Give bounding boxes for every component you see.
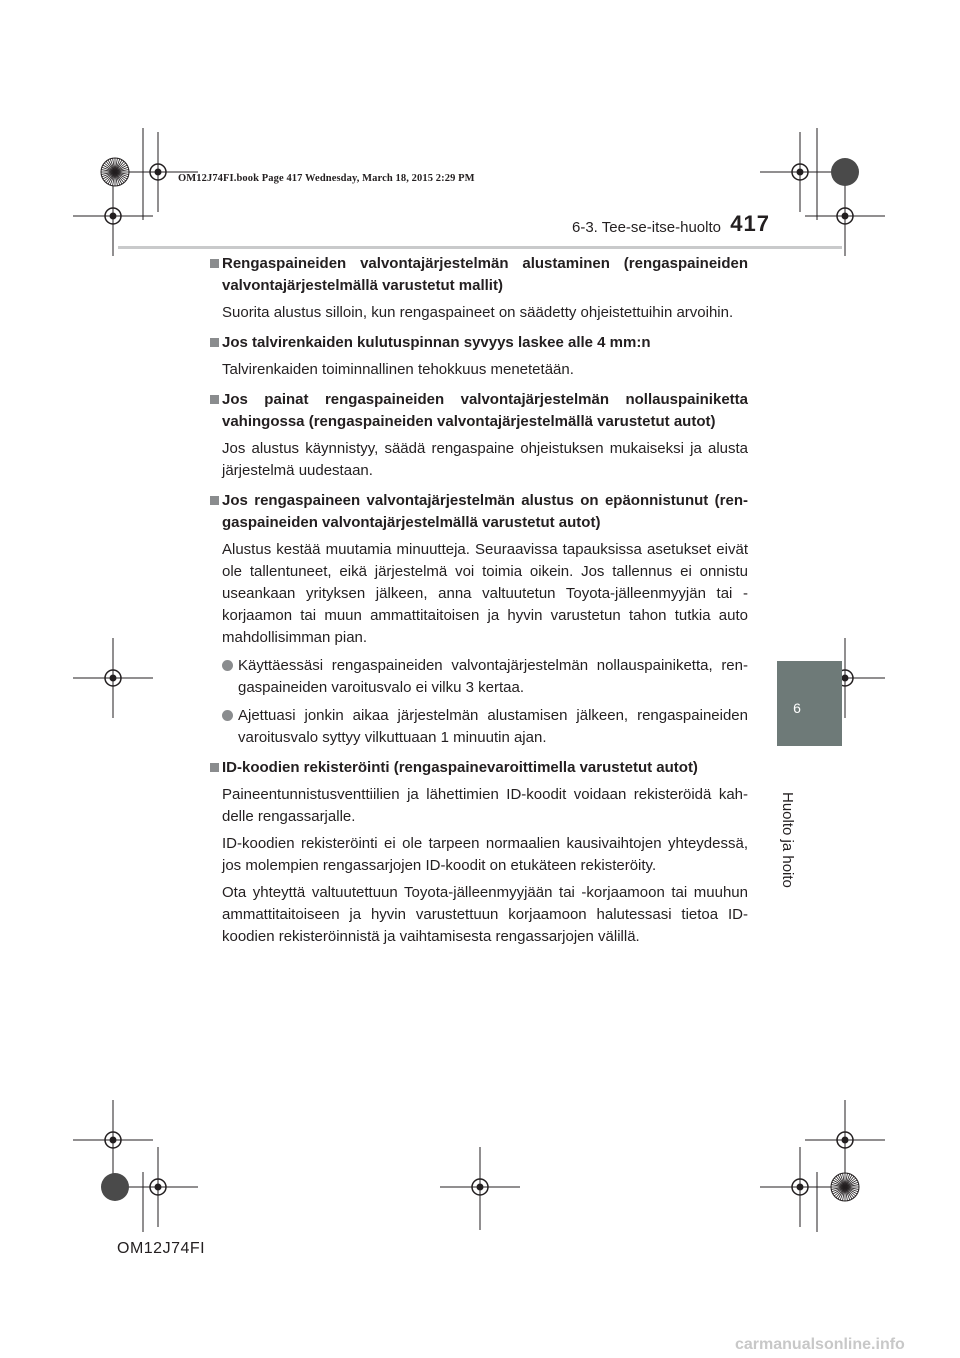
paragraph: ID-koodien rekisteröinti ei ole tarpeen normaalien kausivaihtojen yhteydessä, jos molempien rengassarjojen ID-koodit on etukäteen rekisteröity.: [222, 835, 748, 874]
square-bullet-icon: [210, 338, 219, 347]
square-bullet-icon: [210, 395, 219, 404]
registration-mark-icon: [760, 132, 840, 212]
book-info-line: OM12J74FI.book Page 417 Wednesday, March 18, 2015 2:29 PM: [178, 173, 475, 184]
page-number: 417: [730, 211, 770, 236]
main-content: [210, 253, 748, 948]
paragraph: Suorita alustus silloin, kun rengaspaineet on säädetty ohjeistettuihin arvoihin.: [222, 304, 734, 321]
square-bullet-icon: [210, 763, 219, 772]
manual-code: OM12J74FI: [117, 1240, 206, 1257]
heading: Jos talvirenkaiden kulutuspinnan syvyys laskee alle 4 mm:n: [210, 332, 748, 354]
registration-mark-icon: [118, 132, 198, 212]
heading: Jos painat rengaspaineiden valvontajärjestelmän nollauspainiketta vahingossa (rengaspaineiden valvontajärjestelmällä varustetut autot): [210, 389, 748, 433]
paragraph: Alustus kestää muutamia minuutteja. Seuraavissa tapauksissa asetukset eivät ole tallentuneet, eikä järjestelmä voi toimia oikein. Jos tallennus ei onnistu useankaan yrityksen jälkeen, anna valtuutetun Toyota-jälleenmyyjän tai -korjaamon tai muun ammattitaitoisen ja hyvin varustetun tahon tutkia auto mahdollisimman pian.: [222, 541, 748, 646]
section-title: 6-3. Tee-se-itse-huolto: [572, 219, 721, 236]
chapter-title: Huolto ja hoito: [779, 792, 796, 888]
circle-bullet-icon: [222, 710, 233, 721]
square-bullet-icon: [210, 496, 219, 505]
heading: Rengaspaineiden valvontajärjestelmän alustaminen (rengaspaineiden valvontajärjestelmällä varustetut mallit): [210, 253, 748, 297]
registration-mark-icon: [73, 176, 153, 256]
registration-mark-icon: [760, 1147, 840, 1227]
registration-mark-icon: [73, 638, 153, 718]
header-rule: [118, 246, 842, 249]
registration-mark-icon: [440, 1147, 520, 1227]
registration-mark-icon: [73, 1100, 153, 1180]
dark-dot-mark-icon: [101, 1173, 129, 1201]
bullet-item: Käyttäessäsi rengaspaineiden valvontajärjestelmän nollauspainiketta, ren-gaspaineiden varoitusvalo ei vilku 3 kertaa.: [210, 655, 748, 699]
heading: Jos rengaspaineen valvontajärjestelmän alustus on epäonnistunut (ren-gaspaineiden valvontajärjestelmällä varustetut autot): [210, 490, 748, 534]
paragraph: Paineentunnistusventtiilien ja lähettimien ID-koodit voidaan rekisteröidä kah-delle rengassarjalle.: [222, 786, 748, 825]
bullet-item: Ajettuasi jonkin aikaa järjestelmän alustamisen jälkeen, rengaspaineiden varoitusvalo syttyy vilkuttuaan 1 minuutin ajan.: [210, 705, 748, 749]
paragraph: Jos alustus käynnistyy, säädä rengaspaine ohjeistuksen mukaiseksi ja alusta järjestelmä uudestaan.: [222, 440, 748, 479]
chapter-number: 6: [793, 700, 801, 716]
paragraph: Ota yhteyttä valtuutettuun Toyota-jälleenmyyjään tai -korjaamoon tai muuhun ammattitaitoiseen ja hyvin varustettuun korjaamoon halutessasi tietoa ID-koodien rekisteröinnistä ja vaihtamisesta rengassarjojen välillä.: [222, 884, 748, 945]
starburst-mark-icon: [101, 158, 129, 186]
heading: ID-koodien rekisteröinti (rengaspainevaroittimella varustetut autot): [210, 757, 748, 779]
circle-bullet-icon: [222, 660, 233, 671]
registration-mark-icon: [805, 1100, 885, 1180]
dark-dot-mark-icon: [831, 158, 859, 186]
watermark: carmanualsonline.info: [735, 1336, 905, 1353]
registration-mark-icon: [118, 1147, 198, 1227]
square-bullet-icon: [210, 259, 219, 268]
starburst-mark-icon: [831, 1173, 859, 1201]
paragraph: Talvirenkaiden toiminnallinen tehokkuus menetetään.: [222, 361, 574, 378]
